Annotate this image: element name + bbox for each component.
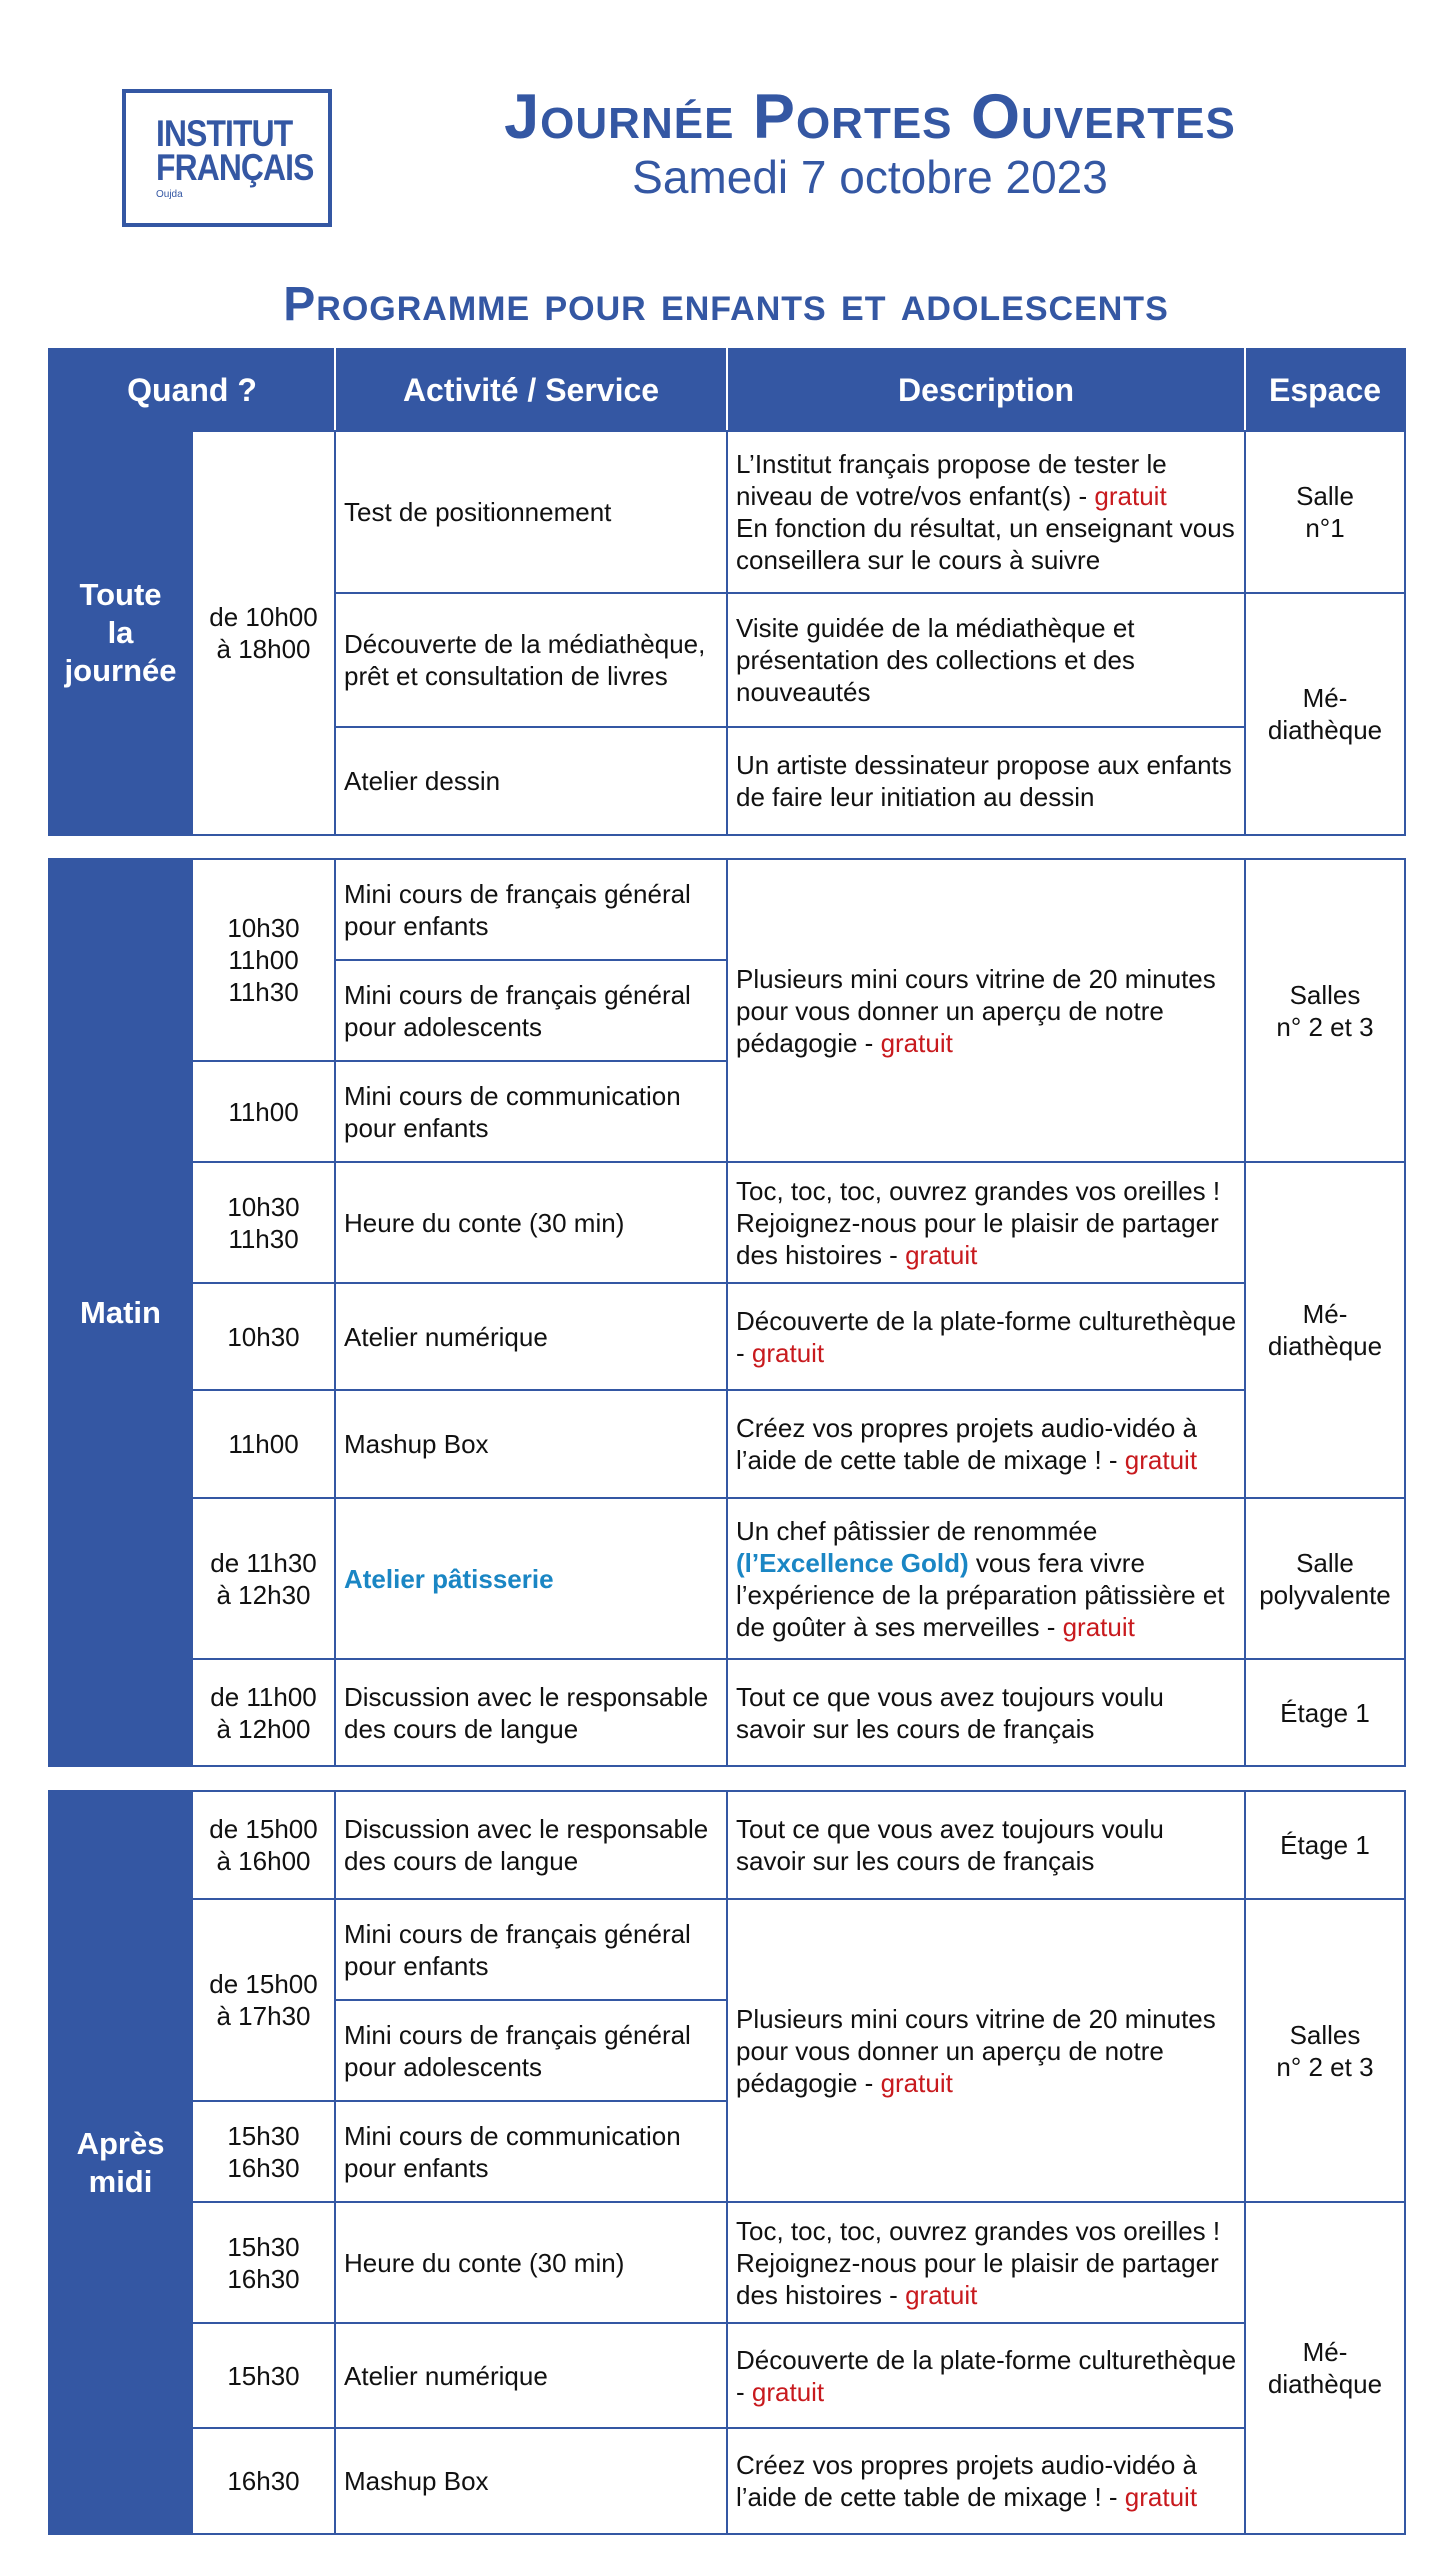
time-cell: de 11h30 à 12h30: [192, 1498, 335, 1659]
free-label: gratuit: [880, 2067, 953, 2098]
description-cell: Plusieurs mini cours vitrine de 20 minutes pour vous donner un aperçu de notre pédagogie - gratuit: [727, 859, 1245, 1162]
activity-cell: Mini cours de français général pour enfants: [335, 859, 727, 960]
table-row: [49, 859, 1405, 960]
table-row: [49, 1390, 1405, 1498]
time-cell: 15h30: [192, 2323, 335, 2428]
activity-cell: Mini cours de français général pour enfants: [335, 1899, 727, 2000]
table-row: [49, 2202, 1405, 2323]
activity-cell: Mashup Box: [335, 2428, 727, 2534]
space-cell: Salles n° 2 et 3: [1245, 1899, 1405, 2202]
time-cell: 15h30 16h30: [192, 2101, 335, 2202]
table-row: [49, 431, 1405, 593]
schedule-table-afternoon: [48, 1790, 1406, 2535]
table-row: [49, 1283, 1405, 1390]
period-morning: Matin: [49, 859, 192, 1766]
activity-cell: Atelier numérique: [335, 2323, 727, 2428]
col-header-description: Description: [727, 349, 1245, 431]
time-cell: 10h30 11h00 11h30: [192, 859, 335, 1061]
col-header-space: Espace: [1245, 349, 1405, 431]
free-label: gratuit: [1124, 2482, 1198, 2512]
space-cell: Mé- diathèque: [1245, 1162, 1405, 1498]
space-cell: Mé- diathèque: [1245, 593, 1405, 835]
description-cell: L’Institut français propose de tester le niveau de votre/vos enfant(s) - gratuit En fonction du résultat, un enseignant vous conseillera sur le cours à suivre: [727, 431, 1245, 593]
table-row: [49, 2428, 1405, 2534]
activity-cell: Mini cours de français général pour adolescents: [335, 2000, 727, 2101]
time-cell: 11h00: [192, 1390, 335, 1498]
description-cell: Créez vos propres projets audio-vidéo à l’aide de cette table de mixage ! - gratuit: [727, 1390, 1245, 1498]
space-cell: Salle polyvalente: [1245, 1498, 1405, 1659]
space-cell: Étage 1: [1245, 1791, 1405, 1899]
activity-cell: Atelier dessin: [335, 727, 727, 835]
space-cell: Salles n° 2 et 3: [1245, 859, 1405, 1162]
activity-cell: Mini cours de communication pour enfants: [335, 2101, 727, 2202]
free-label: gratuit: [751, 1337, 825, 1368]
activity-cell: Heure du conte (30 min): [335, 2202, 727, 2323]
activity-cell: Mini cours de communication pour enfants: [335, 1061, 727, 1162]
activity-cell-highlight: Atelier pâtisserie: [335, 1498, 727, 1659]
description-cell: Tout ce que vous avez toujours voulu savoir sur les cours de français: [727, 1659, 1245, 1766]
schedule-table-morning: [48, 858, 1406, 1767]
description-cell: Découverte de la plate-forme culturethèque - gratuit: [727, 2323, 1245, 2428]
logo-line-2: FRANÇAIS: [156, 147, 314, 188]
schedule-table-allday: [48, 348, 1406, 836]
space-cell: Étage 1: [1245, 1659, 1405, 1766]
table-row: [49, 1498, 1405, 1659]
institut-francais-logo: [122, 89, 332, 227]
free-label: gratuit: [905, 2279, 978, 2310]
space-cell: Salle n°1: [1245, 431, 1405, 593]
table-row: [49, 2323, 1405, 2428]
time-cell: de 15h00 à 16h00: [192, 1791, 335, 1899]
description-cell: Toc, toc, toc, ouvrez grandes vos oreilles ! Rejoignez-nous pour le plaisir de partager des histoires - gratuit: [727, 1162, 1245, 1283]
activity-cell: Heure du conte (30 min): [335, 1162, 727, 1283]
description-cell: Toc, toc, toc, ouvrez grandes vos oreilles ! Rejoignez-nous pour le plaisir de partager des histoires - gratuit: [727, 2202, 1245, 2323]
free-label: gratuit: [1062, 1611, 1135, 1642]
period-allday: Toute la journée: [49, 431, 192, 835]
activity-cell: Test de positionnement: [335, 431, 727, 593]
col-header-when: Quand ?: [49, 349, 335, 431]
time-cell: 16h30: [192, 2428, 335, 2534]
description-cell: Tout ce que vous avez toujours voulu savoir sur les cours de français: [727, 1791, 1245, 1899]
free-label: gratuit: [1124, 1445, 1198, 1475]
activity-cell: Mashup Box: [335, 1390, 727, 1498]
activity-cell: Atelier numérique: [335, 1283, 727, 1390]
space-cell: Mé- diathèque: [1245, 2202, 1405, 2534]
time-cell: de 11h00 à 12h00: [192, 1659, 335, 1766]
time-cell: 15h30 16h30: [192, 2202, 335, 2323]
description-cell: Plusieurs mini cours vitrine de 20 minutes pour vous donner un aperçu de notre pédagogie - gratuit: [727, 1899, 1245, 2202]
description-cell: Créez vos propres projets audio-vidéo à l’aide de cette table de mixage ! - gratuit: [727, 2428, 1245, 2534]
description-cell: Un chef pâtissier de renommée (l’Excellence Gold) vous fera vivre l’expérience de la préparation pâtissière et de goûter à ses merveilles - gratuit: [727, 1498, 1245, 1659]
time-cell: 10h30 11h30: [192, 1162, 335, 1283]
free-label: gratuit: [880, 1027, 953, 1058]
activity-cell: Mini cours de français général pour adolescents: [335, 960, 727, 1061]
page-subtitle: Samedi 7 octobre 2023: [632, 151, 1108, 203]
table-header-row: [49, 349, 1405, 431]
table-row: [49, 1899, 1405, 2000]
time-cell: 11h00: [192, 1061, 335, 1162]
description-cell: Découverte de la plate-forme culturethèque - gratuit: [727, 1283, 1245, 1390]
time-cell: de 10h00 à 18h00: [192, 431, 335, 835]
table-row: [49, 1162, 1405, 1283]
free-label: gratuit: [1094, 481, 1167, 511]
description-cell: Un artiste dessinateur propose aux enfants de faire leur initiation au dessin: [727, 727, 1245, 835]
time-cell: 10h30: [192, 1283, 335, 1390]
program-title: Programme pour enfants et adolescents: [283, 278, 1169, 331]
activity-cell: Découverte de la médiathèque, prêt et consultation de livres: [335, 593, 727, 727]
logo-line-1: INSTITUT: [156, 113, 293, 154]
page-title: Journée Portes Ouvertes: [504, 82, 1236, 152]
description-cell: Visite guidée de la médiathèque et présentation des collections et des nouveautés: [727, 593, 1245, 727]
table-row: [49, 1659, 1405, 1766]
free-label: gratuit: [905, 1239, 978, 1270]
time-cell: de 15h00 à 17h30: [192, 1899, 335, 2101]
logo-city: Oujda: [156, 189, 183, 200]
col-header-activity: Activité / Service: [335, 349, 727, 431]
highlight-name: (l’Excellence Gold): [736, 1547, 969, 1578]
free-label: gratuit: [751, 2376, 825, 2407]
period-afternoon: Après midi: [49, 1791, 192, 2534]
activity-cell: Discussion avec le responsable des cours de langue: [335, 1659, 727, 1766]
table-row: [49, 1791, 1405, 1899]
activity-cell: Discussion avec le responsable des cours de langue: [335, 1791, 727, 1899]
